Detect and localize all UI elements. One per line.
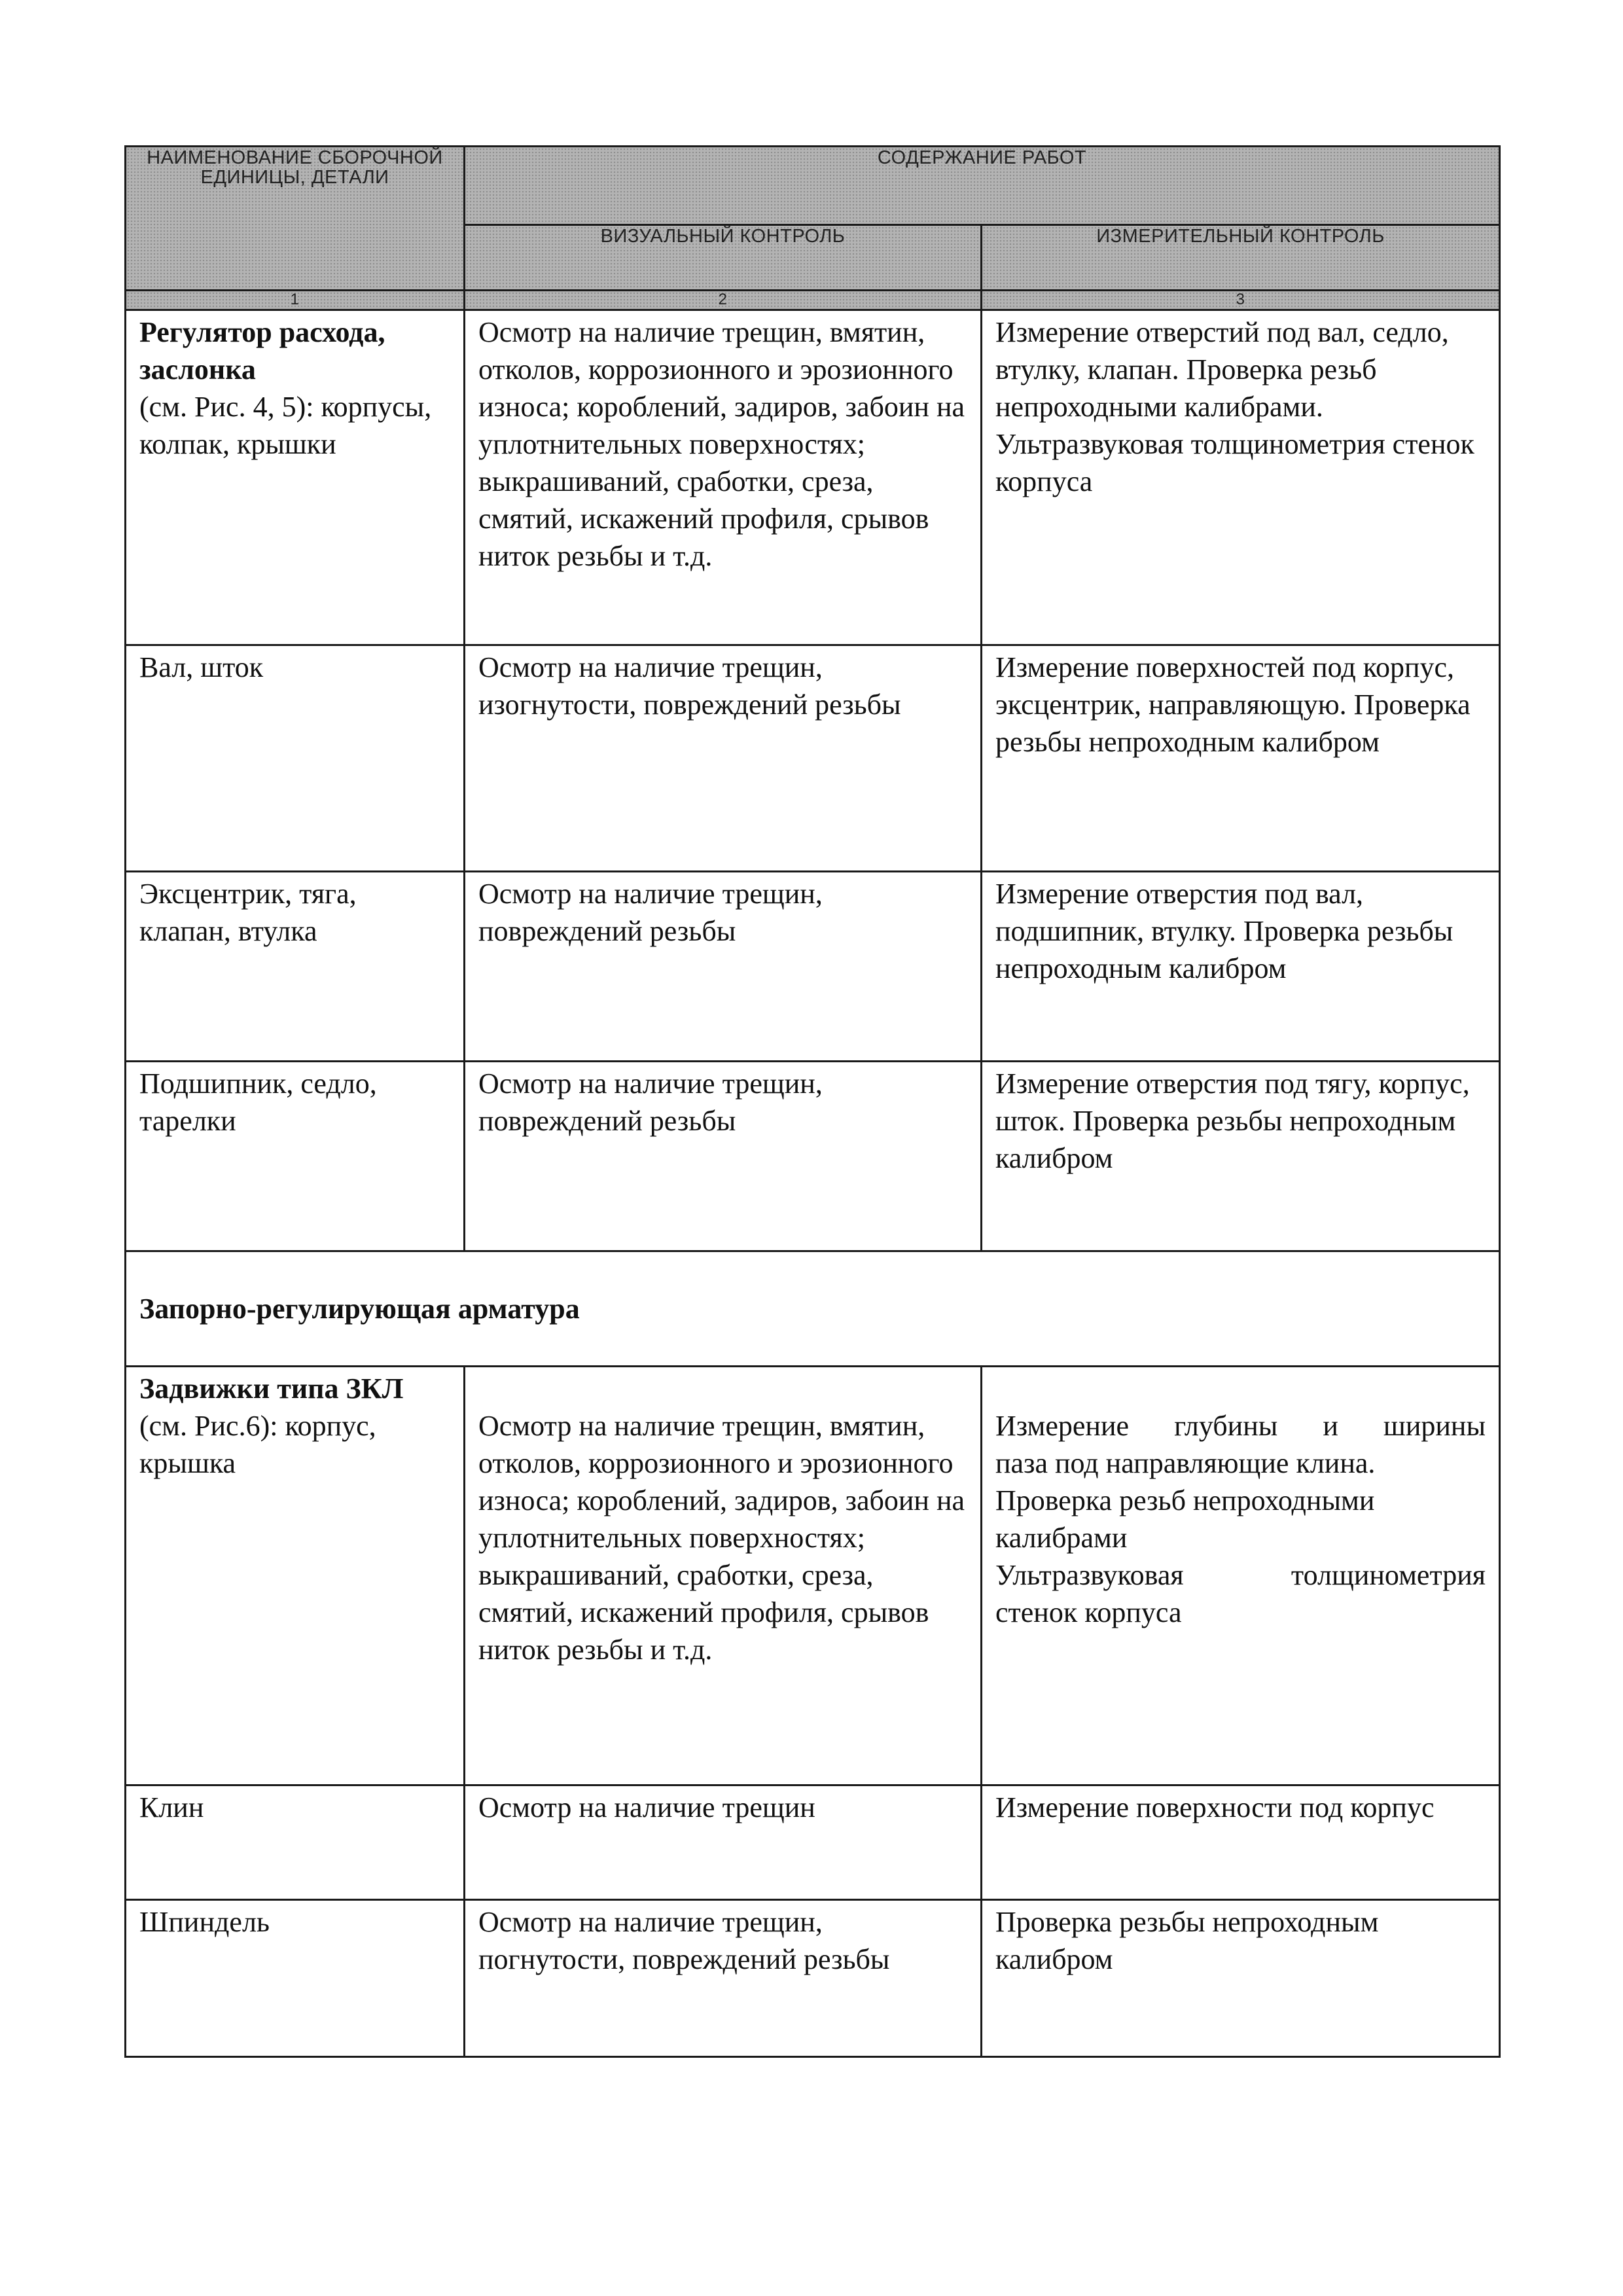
header-number-2: 2 [465, 291, 982, 310]
header-number-1: 1 [126, 291, 465, 310]
measure-line: Измерение глубины и ширины [995, 1410, 1486, 1442]
part-name-cell: Вал, шток [126, 645, 465, 872]
part-name-cell: Шпиндель [126, 1900, 465, 2057]
measure-line: паза под направляющие клина. [995, 1447, 1376, 1479]
measure-control-cell: Измерение отверстий под вал, седло, втулку, клапан. Проверка резьб непроходными калибрами. Ультразвуковая толщинометрия стенок корпуса [982, 310, 1500, 645]
table-row [126, 645, 1500, 872]
visual-control-text: Осмотр на наличие трещин, вмятин, отколов, коррозионного и эрозионного износа; короблений, задиров, забоин на уплотнительных поверхностях; выкрашиваний, сработки, среза, смятий, искажений профиля, срывов ниток резьбы и т.д. [478, 1410, 965, 1666]
measure-control-cell: Измерение поверхности под корпус [982, 1785, 1500, 1900]
part-name-bold: Регулятор расхода, заслонка [139, 316, 385, 386]
visual-control-cell [465, 1367, 982, 1785]
header-content-column: СОДЕРЖАНИЕ РАБОТ [465, 147, 1500, 225]
measure-control-cell: Измерение поверхностей под корпус, эксцентрик, направляющую. Проверка резьбы непроходным калибром [982, 645, 1500, 872]
header-visual-column: ВИЗУАЛЬНЫЙ КОНТРОЛЬ [465, 225, 982, 291]
inspection-table [124, 145, 1501, 2058]
header-measure-column: ИЗМЕРИТЕЛЬНЫЙ КОНТРОЛЬ [982, 225, 1500, 291]
table-row [126, 1785, 1500, 1900]
part-name-cell [126, 1367, 465, 1785]
visual-control-cell: Осмотр на наличие трещин, повреждений резьбы [465, 1062, 982, 1251]
part-name-detail: (см. Рис.6): корпус, крышка [139, 1410, 376, 1479]
section-row [126, 1251, 1500, 1367]
part-name-bold: Задвижки типа ЗКЛ [139, 1372, 404, 1405]
measure-line: Проверка резьб непроходными калибрами [995, 1484, 1375, 1554]
visual-control-cell: Осмотр на наличие трещин, вмятин, отколов, коррозионного и эрозионного износа; короблений, задиров, забоин на уплотнительных поверхностях; выкрашиваний, сработки, среза, смятий, искажений профиля, срывов ниток резьбы и т.д. [465, 310, 982, 645]
part-name-cell [126, 310, 465, 645]
measure-control-cell: Измерение отверстия под вал, подшипник, втулку. Проверка резьбы непроходным калибром [982, 872, 1500, 1062]
table-row [126, 1900, 1500, 2057]
visual-control-cell: Осмотр на наличие трещин, изогнутости, повреждений резьбы [465, 645, 982, 872]
part-name-cell: Подшипник, седло, тарелки [126, 1062, 465, 1251]
visual-control-cell: Осмотр на наличие трещин, погнутости, повреждений резьбы [465, 1900, 982, 2057]
table-row [126, 1062, 1500, 1251]
measure-control-cell: Измерение отверстия под тягу, корпус, шток. Проверка резьбы непроходным калибром [982, 1062, 1500, 1251]
measure-control-cell [982, 1367, 1500, 1785]
part-name-cell: Эксцентрик, тяга, клапан, втулка [126, 872, 465, 1062]
part-name-detail: (см. Рис. 4, 5): корпусы, колпак, крышки [139, 391, 432, 460]
measure-line: Ультразвуковая толщинометрия [995, 1559, 1486, 1591]
measure-line: стенок корпуса [995, 1596, 1182, 1628]
part-name-cell: Клин [126, 1785, 465, 1900]
section-title: Запорно-регулирующая арматура [126, 1251, 1500, 1367]
measure-control-cell: Проверка резьбы непроходным калибром [982, 1900, 1500, 2057]
header-name-column: НАИМЕНОВАНИЕ СБОРОЧНОЙ ЕДИНИЦЫ, ДЕТАЛИ [126, 147, 465, 291]
table-row [126, 872, 1500, 1062]
header-number-3: 3 [982, 291, 1500, 310]
table-row [126, 1367, 1500, 1785]
visual-control-cell: Осмотр на наличие трещин [465, 1785, 982, 1900]
visual-control-cell: Осмотр на наличие трещин, повреждений резьбы [465, 872, 982, 1062]
table-row [126, 310, 1500, 645]
